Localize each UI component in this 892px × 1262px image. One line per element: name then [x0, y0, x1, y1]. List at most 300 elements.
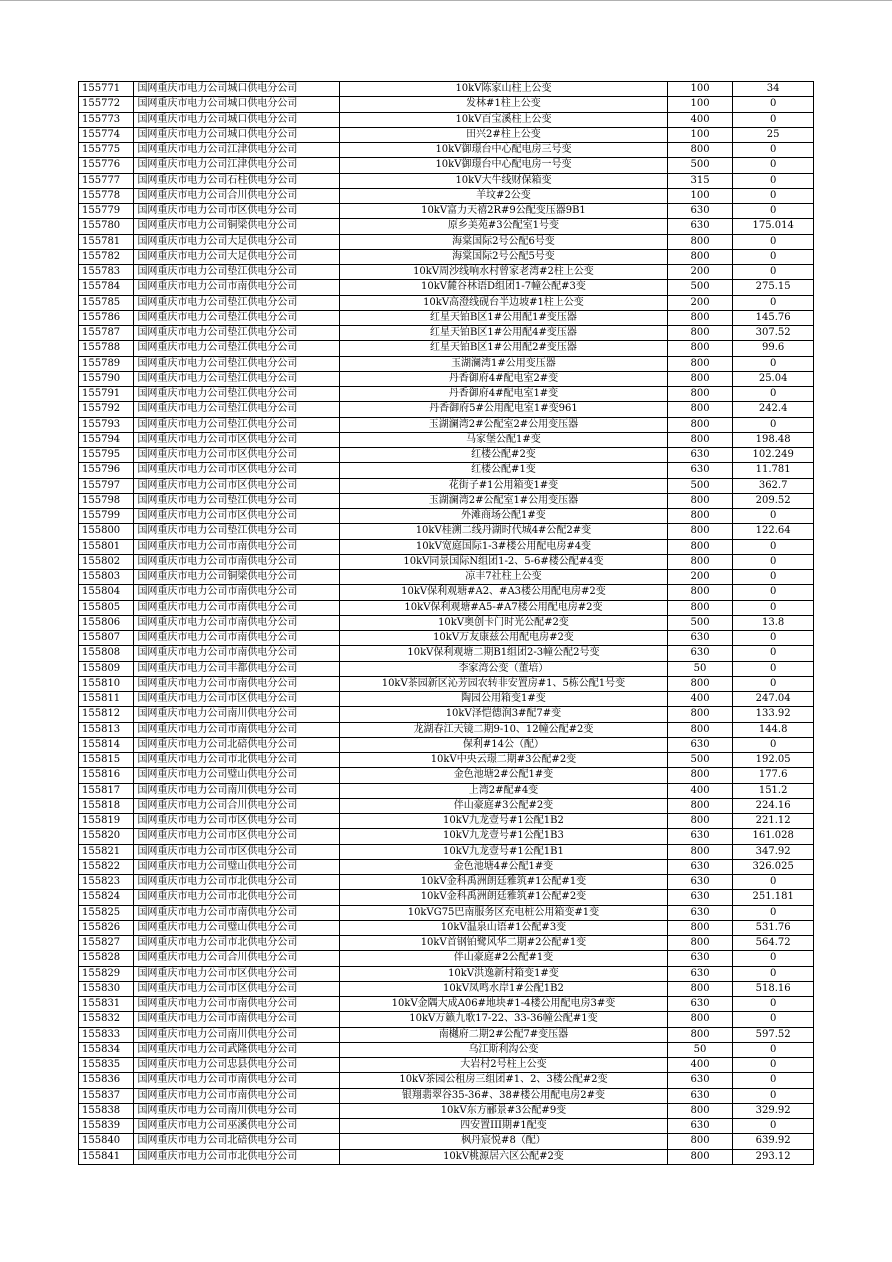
company-cell: 国网重庆市电力公司铜梁供电分公司 [134, 219, 340, 234]
station-name-cell: 金色池塘2#公配1#变 [340, 768, 668, 783]
table-row [79, 204, 814, 219]
value-cell: 0 [733, 966, 814, 981]
table-row [79, 646, 814, 661]
capacity-cell: 630 [667, 859, 733, 874]
row-id-cell: 155788 [79, 341, 134, 356]
station-name-cell: 红星天铂B区1#公用配1#变压器 [340, 310, 668, 325]
value-cell: 0 [733, 417, 814, 432]
row-id-cell: 155835 [79, 1058, 134, 1073]
capacity-cell: 800 [667, 326, 733, 341]
station-name-cell: 10kV陈家山柱上公变 [340, 82, 668, 97]
value-cell: 347.92 [733, 844, 814, 859]
company-cell: 国网重庆市电力公司市南供电分公司 [134, 600, 340, 615]
table-row [79, 1012, 814, 1027]
company-cell: 国网重庆市电力公司城口供电分公司 [134, 112, 340, 127]
table-row [79, 585, 814, 600]
row-id-cell: 155778 [79, 188, 134, 203]
station-name-cell: 龙湖春江天镜二期9-10、12幢公配#2变 [340, 722, 668, 737]
company-cell: 国网重庆市电力公司璧山供电分公司 [134, 859, 340, 874]
table-row [79, 1058, 814, 1073]
station-name-cell: 田兴2#柱上公变 [340, 127, 668, 142]
row-id-cell: 155779 [79, 204, 134, 219]
company-cell: 国网重庆市电力公司南川供电分公司 [134, 1027, 340, 1042]
company-cell: 国网重庆市电力公司市南供电分公司 [134, 676, 340, 691]
station-name-cell: 红星天铂B区1#公用配4#变压器 [340, 326, 668, 341]
company-cell: 国网重庆市电力公司南川供电分公司 [134, 1103, 340, 1118]
capacity-cell: 800 [667, 920, 733, 935]
table-row [79, 1073, 814, 1088]
company-cell: 国网重庆市电力公司市区供电分公司 [134, 966, 340, 981]
company-cell: 国网重庆市电力公司市南供电分公司 [134, 1088, 340, 1103]
value-cell: 11.781 [733, 463, 814, 478]
row-id-cell: 155787 [79, 326, 134, 341]
table-row [79, 814, 814, 829]
station-name-cell: 海棠国际2号公配6号变 [340, 234, 668, 249]
company-cell: 国网重庆市电力公司市区供电分公司 [134, 981, 340, 996]
table-row [79, 875, 814, 890]
company-cell: 国网重庆市电力公司市区供电分公司 [134, 463, 340, 478]
capacity-cell: 800 [667, 524, 733, 539]
value-cell: 198.48 [733, 432, 814, 447]
row-id-cell: 155822 [79, 859, 134, 874]
value-cell: 0 [733, 997, 814, 1012]
row-id-cell: 155836 [79, 1073, 134, 1088]
capacity-cell: 800 [667, 1103, 733, 1118]
company-cell: 国网重庆市电力公司市北供电分公司 [134, 753, 340, 768]
row-id-cell: 155806 [79, 615, 134, 630]
station-name-cell: 10kV金隅大成A06#地块#1-4楼公用配电房3#变 [340, 997, 668, 1012]
row-id-cell: 155791 [79, 387, 134, 402]
capacity-cell: 50 [667, 1042, 733, 1057]
company-cell: 国网重庆市电力公司市区供电分公司 [134, 844, 340, 859]
company-cell: 国网重庆市电力公司市南供电分公司 [134, 722, 340, 737]
capacity-cell: 200 [667, 295, 733, 310]
company-cell: 国网重庆市电力公司垫江供电分公司 [134, 387, 340, 402]
company-cell: 国网重庆市电力公司垫江供电分公司 [134, 265, 340, 280]
transformer-table [78, 81, 814, 1165]
row-id-cell: 155814 [79, 737, 134, 752]
company-cell: 国网重庆市电力公司大足供电分公司 [134, 249, 340, 264]
station-name-cell: 10kV万友康兹公用配电房#2变 [340, 631, 668, 646]
table-row [79, 615, 814, 630]
row-id-cell: 155802 [79, 554, 134, 569]
row-id-cell: 155796 [79, 463, 134, 478]
value-cell: 326.025 [733, 859, 814, 874]
company-cell: 国网重庆市电力公司市区供电分公司 [134, 432, 340, 447]
table-row [79, 554, 814, 569]
table-row [79, 920, 814, 935]
station-name-cell: 10kVG75巴南服务区充电桩公用箱变#1变 [340, 905, 668, 920]
row-id-cell: 155777 [79, 173, 134, 188]
capacity-cell: 800 [667, 509, 733, 524]
capacity-cell: 100 [667, 97, 733, 112]
station-name-cell: 花街子#1公用箱变1#变 [340, 478, 668, 493]
capacity-cell: 630 [667, 737, 733, 752]
capacity-cell: 800 [667, 1134, 733, 1149]
value-cell: 0 [733, 676, 814, 691]
capacity-cell: 500 [667, 615, 733, 630]
capacity-cell: 800 [667, 722, 733, 737]
station-name-cell: 10kV茶园新区沁芳园农转非安置房#1、5栋公配1号变 [340, 676, 668, 691]
company-cell: 国网重庆市电力公司垫江供电分公司 [134, 310, 340, 325]
value-cell: 192.05 [733, 753, 814, 768]
capacity-cell: 50 [667, 661, 733, 676]
company-cell: 国网重庆市电力公司市南供电分公司 [134, 615, 340, 630]
value-cell: 0 [733, 356, 814, 371]
company-cell: 国网重庆市电力公司市南供电分公司 [134, 280, 340, 295]
value-cell: 242.4 [733, 402, 814, 417]
station-name-cell: 10kV泽恺德润3#配7#变 [340, 707, 668, 722]
company-cell: 国网重庆市电力公司丰都供电分公司 [134, 661, 340, 676]
station-name-cell: 凉丰7社柱上公变 [340, 570, 668, 585]
table-row [79, 127, 814, 142]
row-id-cell: 155804 [79, 585, 134, 600]
row-id-cell: 155821 [79, 844, 134, 859]
row-id-cell: 155815 [79, 753, 134, 768]
company-cell: 国网重庆市电力公司市南供电分公司 [134, 539, 340, 554]
company-cell: 国网重庆市电力公司城口供电分公司 [134, 97, 340, 112]
table-row [79, 1149, 814, 1164]
station-name-cell: 10kV九龙壹号#1公配1B1 [340, 844, 668, 859]
company-cell: 国网重庆市电力公司垫江供电分公司 [134, 341, 340, 356]
value-cell: 0 [733, 509, 814, 524]
capacity-cell: 400 [667, 112, 733, 127]
table-row [79, 432, 814, 447]
station-name-cell: 10kV御璟台中心配电房一号变 [340, 158, 668, 173]
row-id-cell: 155793 [79, 417, 134, 432]
capacity-cell: 800 [667, 1012, 733, 1027]
row-id-cell: 155775 [79, 143, 134, 158]
row-id-cell: 155808 [79, 646, 134, 661]
company-cell: 国网重庆市电力公司武隆供电分公司 [134, 1042, 340, 1057]
capacity-cell: 630 [667, 905, 733, 920]
station-name-cell: 南樾府二期2#公配7#变压器 [340, 1027, 668, 1042]
value-cell: 597.52 [733, 1027, 814, 1042]
station-name-cell: 乌江斯利沟公变 [340, 1042, 668, 1057]
station-name-cell: 10kV茶园公租房三组团#1、2、3楼公配#2变 [340, 1073, 668, 1088]
capacity-cell: 800 [667, 814, 733, 829]
page-top-rule [0, 0, 892, 1]
value-cell: 0 [733, 158, 814, 173]
station-name-cell: 10kV保利观塘#A5-#A7楼公用配电房#2变 [340, 600, 668, 615]
company-cell: 国网重庆市电力公司垫江供电分公司 [134, 493, 340, 508]
company-cell: 国网重庆市电力公司大足供电分公司 [134, 234, 340, 249]
row-id-cell: 155810 [79, 676, 134, 691]
station-name-cell: 10kV御璟台中心配电房三号变 [340, 143, 668, 158]
capacity-cell: 200 [667, 265, 733, 280]
capacity-cell: 800 [667, 249, 733, 264]
row-id-cell: 155781 [79, 234, 134, 249]
table-row [79, 112, 814, 127]
table-row [79, 143, 814, 158]
value-cell: 177.6 [733, 768, 814, 783]
value-cell: 0 [733, 875, 814, 890]
capacity-cell: 800 [667, 585, 733, 600]
value-cell: 518.16 [733, 981, 814, 996]
table-row [79, 997, 814, 1012]
company-cell: 国网重庆市电力公司合川供电分公司 [134, 798, 340, 813]
row-id-cell: 155792 [79, 402, 134, 417]
value-cell: 362.7 [733, 478, 814, 493]
value-cell: 122.64 [733, 524, 814, 539]
table-row [79, 966, 814, 981]
row-id-cell: 155771 [79, 82, 134, 97]
row-id-cell: 155776 [79, 158, 134, 173]
row-id-cell: 155795 [79, 448, 134, 463]
table-row [79, 783, 814, 798]
table-row [79, 173, 814, 188]
company-cell: 国网重庆市电力公司南川供电分公司 [134, 783, 340, 798]
value-cell: 0 [733, 97, 814, 112]
table-row [79, 631, 814, 646]
table-row [79, 188, 814, 203]
value-cell: 0 [733, 554, 814, 569]
station-name-cell: 丹香御府4#配电室1#变 [340, 387, 668, 402]
row-id-cell: 155832 [79, 1012, 134, 1027]
table-row [79, 509, 814, 524]
capacity-cell: 800 [667, 936, 733, 951]
company-cell: 国网重庆市电力公司巫溪供电分公司 [134, 1119, 340, 1134]
station-name-cell: 外滩商场公配1#变 [340, 509, 668, 524]
row-id-cell: 155818 [79, 798, 134, 813]
value-cell: 0 [733, 1119, 814, 1134]
row-id-cell: 155783 [79, 265, 134, 280]
company-cell: 国网重庆市电力公司市区供电分公司 [134, 509, 340, 524]
table-row [79, 341, 814, 356]
station-name-cell: 10kV桂溯二线丹湖时代城4#公配2#变 [340, 524, 668, 539]
station-name-cell: 10kV首钢铂鹭风华二期#2公配#1变 [340, 936, 668, 951]
value-cell: 224.16 [733, 798, 814, 813]
company-cell: 国网重庆市电力公司垫江供电分公司 [134, 326, 340, 341]
value-cell: 0 [733, 1012, 814, 1027]
company-cell: 国网重庆市电力公司城口供电分公司 [134, 127, 340, 142]
table-row [79, 1042, 814, 1057]
company-cell: 国网重庆市电力公司璧山供电分公司 [134, 920, 340, 935]
company-cell: 国网重庆市电力公司垫江供电分公司 [134, 371, 340, 386]
capacity-cell: 630 [667, 646, 733, 661]
company-cell: 国网重庆市电力公司南川供电分公司 [134, 707, 340, 722]
value-cell: 0 [733, 646, 814, 661]
capacity-cell: 500 [667, 478, 733, 493]
capacity-cell: 100 [667, 188, 733, 203]
table-row [79, 97, 814, 112]
station-name-cell: 10kV温泉山语#1公配#3变 [340, 920, 668, 935]
capacity-cell: 630 [667, 631, 733, 646]
table-row [79, 249, 814, 264]
row-id-cell: 155823 [79, 875, 134, 890]
station-name-cell: 四安置III期#1配变 [340, 1119, 668, 1134]
station-name-cell: 原乡美苑#3公配室1号变 [340, 219, 668, 234]
capacity-cell: 630 [667, 204, 733, 219]
station-name-cell: 10kV同景国际N组团1-2、5-6#楼公配#4变 [340, 554, 668, 569]
table-row [79, 356, 814, 371]
station-name-cell: 10kV凤鸣水岸1#公配1B2 [340, 981, 668, 996]
value-cell: 0 [733, 295, 814, 310]
company-cell: 国网重庆市电力公司铜梁供电分公司 [134, 570, 340, 585]
row-id-cell: 155797 [79, 478, 134, 493]
capacity-cell: 630 [667, 890, 733, 905]
value-cell: 0 [733, 1042, 814, 1057]
table-row [79, 1134, 814, 1149]
value-cell: 0 [733, 1058, 814, 1073]
table-row [79, 676, 814, 691]
capacity-cell: 400 [667, 1058, 733, 1073]
table-row [79, 158, 814, 173]
company-cell: 国网重庆市电力公司江津供电分公司 [134, 143, 340, 158]
capacity-cell: 800 [667, 676, 733, 691]
station-name-cell: 10kV奥创卡门时光公配#2变 [340, 615, 668, 630]
value-cell: 275.15 [733, 280, 814, 295]
capacity-cell: 800 [667, 554, 733, 569]
row-id-cell: 155794 [79, 432, 134, 447]
station-name-cell: 保利#14公（配） [340, 737, 668, 752]
station-name-cell: 海棠国际2号公配5号变 [340, 249, 668, 264]
row-id-cell: 155800 [79, 524, 134, 539]
row-id-cell: 155798 [79, 493, 134, 508]
capacity-cell: 630 [667, 219, 733, 234]
station-name-cell: 发林#1柱上公变 [340, 97, 668, 112]
table-row [79, 82, 814, 97]
row-id-cell: 155827 [79, 936, 134, 951]
row-id-cell: 155789 [79, 356, 134, 371]
row-id-cell: 155816 [79, 768, 134, 783]
capacity-cell: 800 [667, 143, 733, 158]
company-cell: 国网重庆市电力公司市南供电分公司 [134, 1073, 340, 1088]
station-name-cell: 金色池塘4#公配1#变 [340, 859, 668, 874]
company-cell: 国网重庆市电力公司市区供电分公司 [134, 204, 340, 219]
company-cell: 国网重庆市电力公司市北供电分公司 [134, 890, 340, 905]
row-id-cell: 155790 [79, 371, 134, 386]
capacity-cell: 800 [667, 1149, 733, 1164]
capacity-cell: 800 [667, 402, 733, 417]
table-row [79, 905, 814, 920]
row-id-cell: 155840 [79, 1134, 134, 1149]
value-cell: 0 [733, 585, 814, 600]
value-cell: 0 [733, 173, 814, 188]
company-cell: 国网重庆市电力公司市北供电分公司 [134, 875, 340, 890]
station-name-cell: 伴山豪庭#2公配#1变 [340, 951, 668, 966]
company-cell: 国网重庆市电力公司合川供电分公司 [134, 951, 340, 966]
row-id-cell: 155785 [79, 295, 134, 310]
capacity-cell: 800 [667, 798, 733, 813]
row-id-cell: 155812 [79, 707, 134, 722]
station-name-cell: 红楼公配#1变 [340, 463, 668, 478]
capacity-cell: 630 [667, 951, 733, 966]
table-row [79, 387, 814, 402]
row-id-cell: 155837 [79, 1088, 134, 1103]
station-name-cell: 10kV金科禹洲朗廷雅筑#1公配#1变 [340, 875, 668, 890]
station-name-cell: 10kV百宝溪柱上公变 [340, 112, 668, 127]
row-id-cell: 155817 [79, 783, 134, 798]
table-row [79, 707, 814, 722]
row-id-cell: 155801 [79, 539, 134, 554]
capacity-cell: 630 [667, 875, 733, 890]
station-name-cell: 银翔翡翠谷35-36#、38#楼公用配电房2#变 [340, 1088, 668, 1103]
station-name-cell: 10kV保利观塘二期B1组团2-3幢公配2号变 [340, 646, 668, 661]
station-name-cell: 马家堡公配1#变 [340, 432, 668, 447]
value-cell: 0 [733, 951, 814, 966]
row-id-cell: 155820 [79, 829, 134, 844]
capacity-cell: 800 [667, 341, 733, 356]
row-id-cell: 155784 [79, 280, 134, 295]
station-name-cell: 玉湖澜湾1#公用变压器 [340, 356, 668, 371]
capacity-cell: 630 [667, 829, 733, 844]
row-id-cell: 155833 [79, 1027, 134, 1042]
capacity-cell: 800 [667, 387, 733, 402]
table-row [79, 661, 814, 676]
row-id-cell: 155811 [79, 692, 134, 707]
capacity-cell: 500 [667, 280, 733, 295]
company-cell: 国网重庆市电力公司垫江供电分公司 [134, 417, 340, 432]
table-row [79, 265, 814, 280]
table-row [79, 951, 814, 966]
table-row [79, 493, 814, 508]
company-cell: 国网重庆市电力公司垫江供电分公司 [134, 356, 340, 371]
capacity-cell: 800 [667, 844, 733, 859]
capacity-cell: 800 [667, 417, 733, 432]
row-id-cell: 155799 [79, 509, 134, 524]
station-name-cell: 李家湾公变（董培） [340, 661, 668, 676]
row-id-cell: 155825 [79, 905, 134, 920]
value-cell: 99.6 [733, 341, 814, 356]
station-name-cell: 丹香御府4#配电室2#变 [340, 371, 668, 386]
station-name-cell: 10kV保利观塘#A2、#A3楼公用配电房#2变 [340, 585, 668, 600]
station-name-cell: 10kV高澄线砚台半边坡#1柱上公变 [340, 295, 668, 310]
station-name-cell: 羊坟#2公变 [340, 188, 668, 203]
company-cell: 国网重庆市电力公司市区供电分公司 [134, 692, 340, 707]
capacity-cell: 800 [667, 981, 733, 996]
table-row [79, 753, 814, 768]
value-cell: 25 [733, 127, 814, 142]
table-row [79, 1027, 814, 1042]
table-row [79, 402, 814, 417]
company-cell: 国网重庆市电力公司垫江供电分公司 [134, 295, 340, 310]
table-row [79, 798, 814, 813]
company-cell: 国网重庆市电力公司城口供电分公司 [134, 82, 340, 97]
table-row [79, 1119, 814, 1134]
company-cell: 国网重庆市电力公司市区供电分公司 [134, 814, 340, 829]
value-cell: 0 [733, 600, 814, 615]
value-cell: 307.52 [733, 326, 814, 341]
table-row [79, 310, 814, 325]
company-cell: 国网重庆市电力公司市南供电分公司 [134, 1012, 340, 1027]
station-name-cell: 10kV麓谷林语D组团1-7幢公配#3变 [340, 280, 668, 295]
station-name-cell: 10kV东方郦景#3公配#9变 [340, 1103, 668, 1118]
table-row [79, 844, 814, 859]
value-cell: 0 [733, 737, 814, 752]
company-cell: 国网重庆市电力公司市北供电分公司 [134, 1149, 340, 1164]
company-cell: 国网重庆市电力公司合川供电分公司 [134, 188, 340, 203]
table-row [79, 539, 814, 554]
station-name-cell: 10kV大牛线财保箱变 [340, 173, 668, 188]
company-cell: 国网重庆市电力公司北碚供电分公司 [134, 737, 340, 752]
station-name-cell: 丹香御府5#公用配电室1#变961 [340, 402, 668, 417]
station-name-cell: 上湾2#配#4变 [340, 783, 668, 798]
company-cell: 国网重庆市电力公司石柱供电分公司 [134, 173, 340, 188]
row-id-cell: 155826 [79, 920, 134, 935]
company-cell: 国网重庆市电力公司江津供电分公司 [134, 158, 340, 173]
value-cell: 531.76 [733, 920, 814, 935]
station-name-cell: 陶园公用箱变1#变 [340, 692, 668, 707]
capacity-cell: 800 [667, 768, 733, 783]
capacity-cell: 630 [667, 448, 733, 463]
table-row [79, 448, 814, 463]
capacity-cell: 630 [667, 1073, 733, 1088]
row-id-cell: 155838 [79, 1103, 134, 1118]
station-name-cell: 10kV富力天禧2R#9公配变压器9B1 [340, 204, 668, 219]
value-cell: 251.181 [733, 890, 814, 905]
table-row [79, 280, 814, 295]
